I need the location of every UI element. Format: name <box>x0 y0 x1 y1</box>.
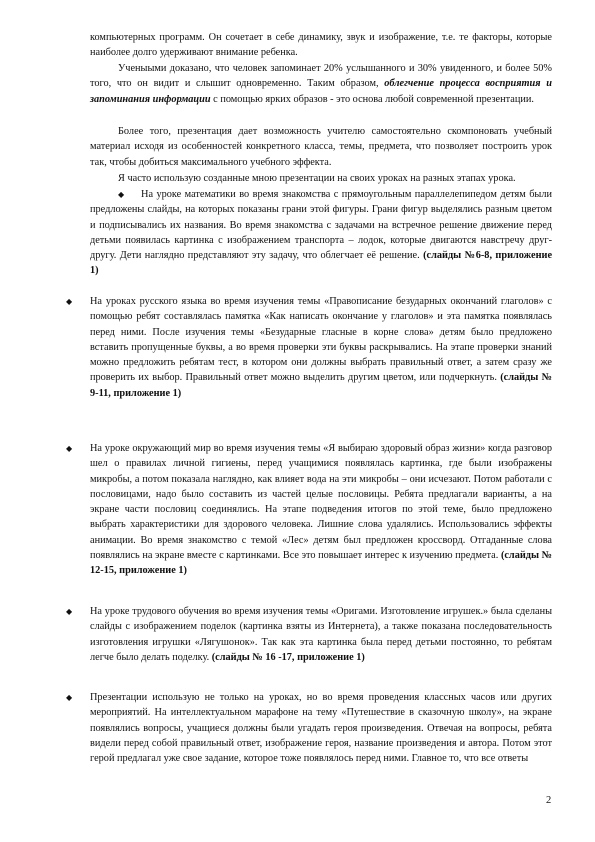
bullet-icon: ◆ <box>66 297 73 306</box>
slides-reference: (слайды № 12-15, приложение 1) <box>90 550 552 577</box>
paragraph-1 <box>90 30 552 61</box>
paragraph-3 <box>90 124 552 170</box>
page-number: 2 <box>546 795 552 806</box>
bullet-icon: ◆ <box>66 693 73 702</box>
paragraph-3-text: Более того, презентация дает возможность учителю самостоятельно скомпоновать учебный материал исходя из особенностей конкретного класса, темы, предмета, что позволяет построить урок так, чтобы добиться максимального учебного эффекта. <box>90 126 552 168</box>
paragraph-craft <box>90 604 552 665</box>
paragraph-2-emphasis: облегчение процесса восприятия и запоминания информации <box>90 78 552 105</box>
bullet-icon: ◆ <box>118 190 126 199</box>
paragraph-nature <box>90 441 552 579</box>
paragraph-2 <box>90 61 552 107</box>
paragraph-russian <box>90 294 552 401</box>
paragraph-nature-text: На уроке окружающий мир во время изучения темы «Я выбираю здоровый образ жизни» когда разговор шел о правилах личной гигиены, перед учащимися появлялась картинка, где были изображены микробы, а потом показала наглядно, как влияет вода на эти микробы – они исчезают. Потом работали с пословицами, надо было составить из частей целые пословицы. Ребята предлагали варианты, а на экране части пословиц соединялись. На этапе подведения итогов по этой теме, было предложено выбрать характеристики для здорового человека. Лишние слова удалялись. Использовались эффекты анимации. Во время знакомство с темой «Лес» детям был предложен кроссворд. Отгаданные слова появлялись на экране вместе с картинками. Все это повышает интерес к изучению предмета. <box>90 443 552 562</box>
paragraph-events-text: Презентации использую не только на уроках, но во время проведения классных часов или других мероприятий. На интеллектуальном марафоне на тему «Путешествие в сказочную школу», на экране появлялись вопросы, учащиеся должны были угадать героя произведения. Отвечая на вопросы, ребята видели перед собой правильный ответ, изображение героя, название произведения и автора. Потом этот герой предлагал уже свое задание, которое тоже появлялось перед ними. Главное то, что все ответы <box>90 692 552 765</box>
paragraph-math-text: На уроке математики во время знакомства с прямоугольным параллелепипедом детям были предложены слайды, на которых показаны грани этой фигуры. Грани фигур выделялись разным цветом и подписывались их названия. Во время знакомства с задачами на встречное решение движение перед детьми появилась картинка с изображением транспорта – лодок, которые двигаются навстречу друг-другу. Дети наглядно представляют эту задачу, что облегчает её решение. <box>90 189 552 262</box>
paragraph-1-text: компьютерных программ. Он сочетает в себе динамику, звук и изображение, т.е. те факторы, которые наиболее долго удерживают внимание ребенка. <box>90 32 552 59</box>
slides-reference: (слайды № 16 -17, приложение 1) <box>211 651 365 663</box>
bullet-icon: ◆ <box>66 444 73 453</box>
bullet-icon: ◆ <box>66 607 73 616</box>
paragraph-craft-text: На уроке трудового обучения во время изучения темы «Оригами. Изготовление игрушек.» была сделаны слайды с изображением поделок (картинка взяты из Интернета), а также показана последовательность изготовления игрушки «Лягушонок». Так как эта картинка была перед детьми постоянно, то ребятам легче было делать поделку. <box>90 606 552 663</box>
paragraph-4-text: Я часто использую созданные мною презентации на своих уроках на разных этапах урока. <box>118 173 516 184</box>
paragraph-4 <box>90 171 552 186</box>
paragraph-2-text-b: с помощью ярких образов - это основа любой современной презентации. <box>210 93 534 105</box>
paragraph-2-text-a: Ученыыми доказано, что человек запоминает 20% услышанного и 30% увиденного, и более 50% того, что он видит и слышит одновременно. Таким образом, <box>90 63 552 90</box>
paragraph-math <box>90 187 552 279</box>
paragraph-events <box>90 690 552 766</box>
slides-reference: (слайды №6-8, приложение 1) <box>90 250 553 277</box>
slides-reference: (слайды № 9-11, приложение 1) <box>90 372 552 399</box>
paragraph-russian-text: На уроках русского языка во время изучения темы «Правописание безударных окончаний глаголов» с помощью ребят составлялась памятка «Как написать окончание у глаголов» и эта памятка появлялась перед ними. После изучения темы «Безударные гласные в корне слова» детям было предложено вставить пропущенные буквы, а во время проверки эти буквы раскрывались. На этапе проверки знаний можно предложить ребятам тест, в котором они должны выбрать правильный ответ, а затем сразу же проверить их выбор. Правильный ответ можно выделить другим цветом, или подчеркнуть. <box>90 296 552 384</box>
